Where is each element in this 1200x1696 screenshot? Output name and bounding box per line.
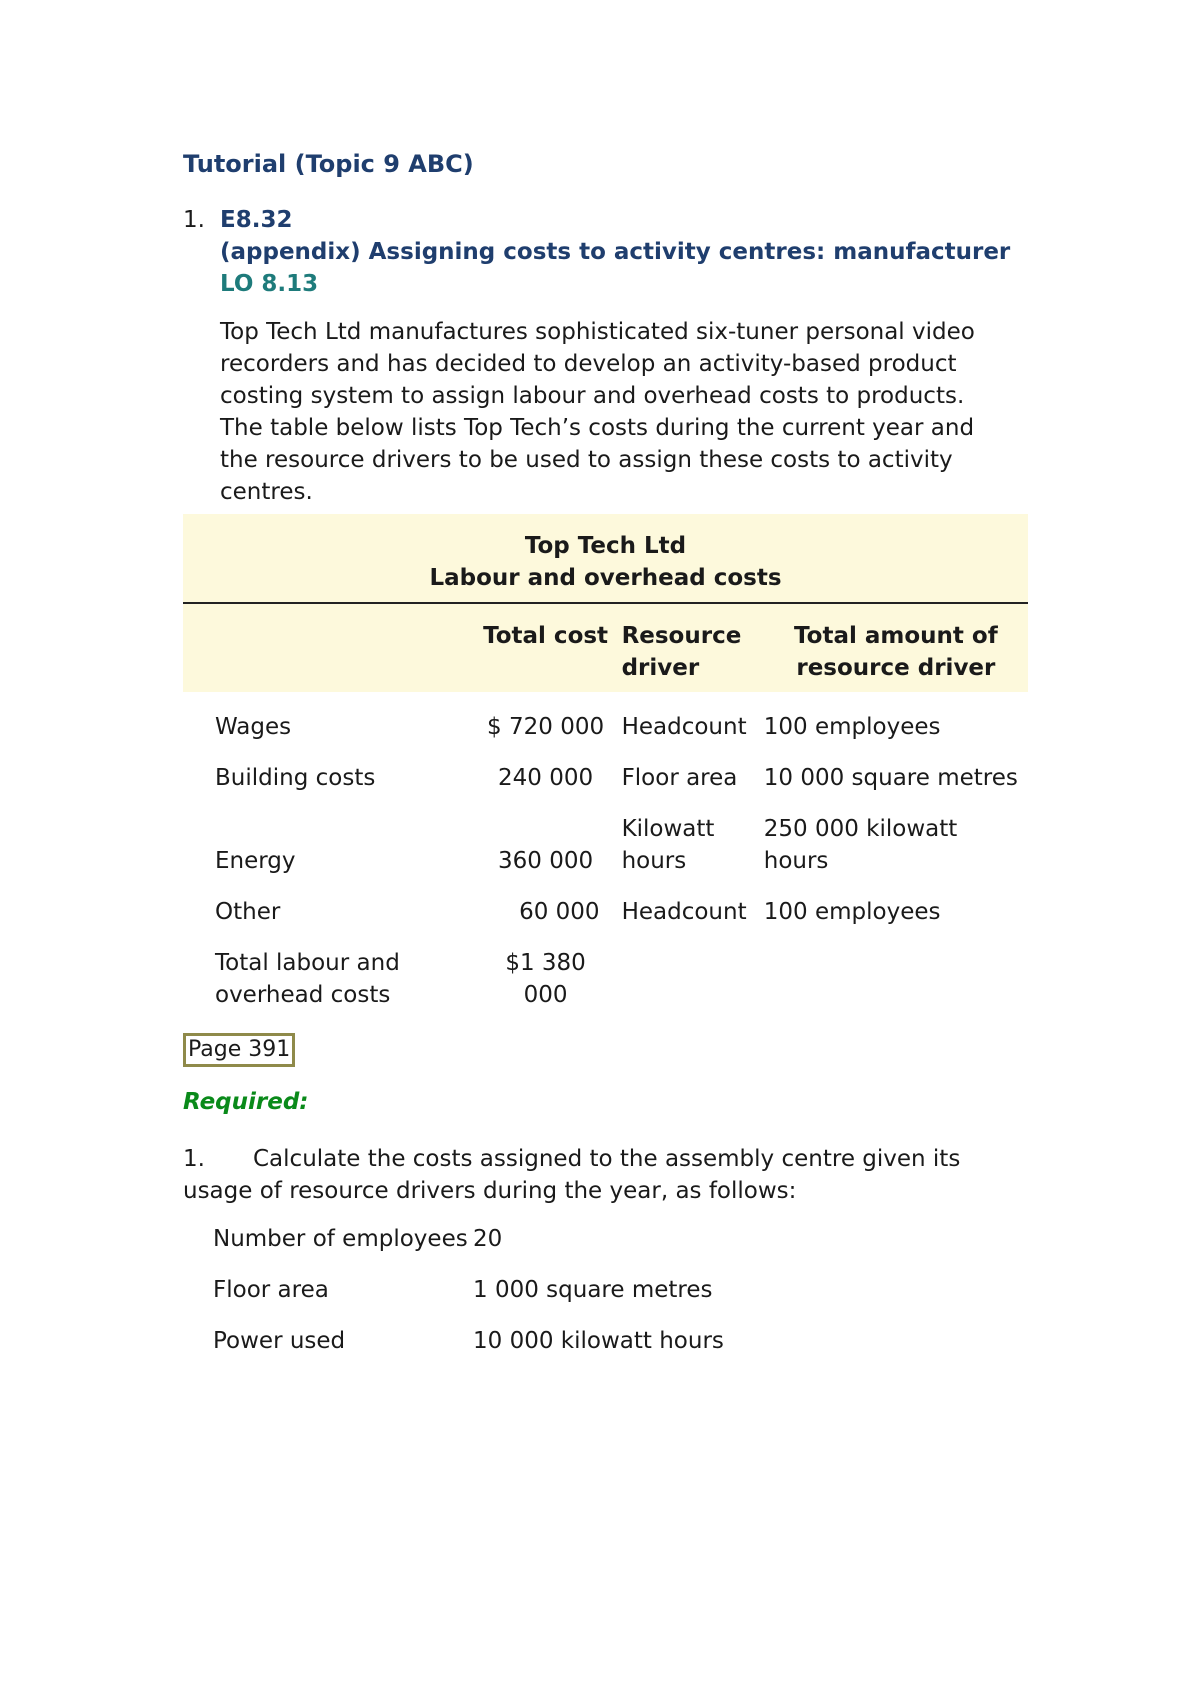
usage-label: Number of employees [213,1226,468,1252]
table-row [183,743,1028,794]
row-label: Other [215,899,281,925]
row-cost: $1 380 000 [505,950,586,1008]
row-label: Total labour and overhead costs [215,950,400,1008]
costs-table [183,514,1028,1011]
row-amount [752,928,1028,1011]
table-caption-text: Labour and overhead costs [429,565,782,591]
table-caption-row [183,514,1028,603]
requirement-item [183,1143,1028,1207]
required-heading: Required: [183,1089,309,1115]
usage-value: 10 000 kilowatt hours [473,1328,724,1354]
table-row [183,794,1028,877]
question-code: E8.32 [220,207,293,233]
header-total-amount: Total amount of resource driver [794,623,998,681]
row-driver: Kilowatt hours [621,816,715,874]
row-label: Building costs [215,765,376,791]
row-driver: Headcount [621,899,747,925]
table-caption [183,514,1028,603]
question-heading [220,236,1028,300]
row-cost: 60 000 [519,899,600,925]
question-block [183,204,1028,508]
table-row-total [183,928,1028,1011]
requirement-text: Calculate the costs assigned to the assembly centre given its usage of resource drivers during the year, as follows: [183,1146,961,1204]
row-driver: Headcount [621,714,747,740]
question-intro: Top Tech Ltd manufactures sophisticated six-tuner personal video recorders and has decided to develop an activity-based product costing system to assign labour and overhead costs to products. The table below lists Top Tech’s costs during the current year and the resource drivers to be used to assign these costs to activity centres. [220,319,975,505]
usage-label: Power used [213,1328,346,1354]
question-heading-text: (appendix) Assigning costs to activity centres: manufacturer [220,239,1011,265]
row-cost: 360 000 [498,848,594,874]
table-company: Top Tech Ltd [524,533,687,559]
row-driver [610,928,752,1011]
question-number: 1. [183,207,205,233]
table-row [183,692,1028,743]
usage-table [213,1223,733,1357]
row-label: Energy [215,848,296,874]
row-amount: 250 000 kilowatt hours [763,816,958,874]
row-cost: $ 720 000 [487,714,605,740]
table-row [183,877,1028,928]
row-amount: 10 000 square metres [763,765,1018,791]
row-driver: Floor area [621,765,738,791]
usage-label: Floor area [213,1277,329,1303]
document-page [183,150,1028,1357]
learning-objective: LO 8.13 [220,271,319,297]
row-amount: 100 employees [763,899,941,925]
requirement-number: 1. [183,1146,205,1172]
row-label: Wages [215,714,292,740]
usage-value: 20 [473,1226,503,1252]
usage-value: 1 000 square metres [473,1277,713,1303]
header-resource-driver: Resource driver [621,623,742,681]
table-row [213,1223,733,1255]
page-marker: Page 391 [183,1033,295,1067]
table-row [213,1255,733,1306]
row-amount: 100 employees [763,714,941,740]
page-title: Tutorial (Topic 9 ABC) [183,150,474,178]
header-total-cost: Total cost [483,623,609,649]
table-row [213,1306,733,1357]
row-cost: 240 000 [498,765,594,791]
table-header-row [183,603,1028,692]
header-label-blank [183,603,482,692]
